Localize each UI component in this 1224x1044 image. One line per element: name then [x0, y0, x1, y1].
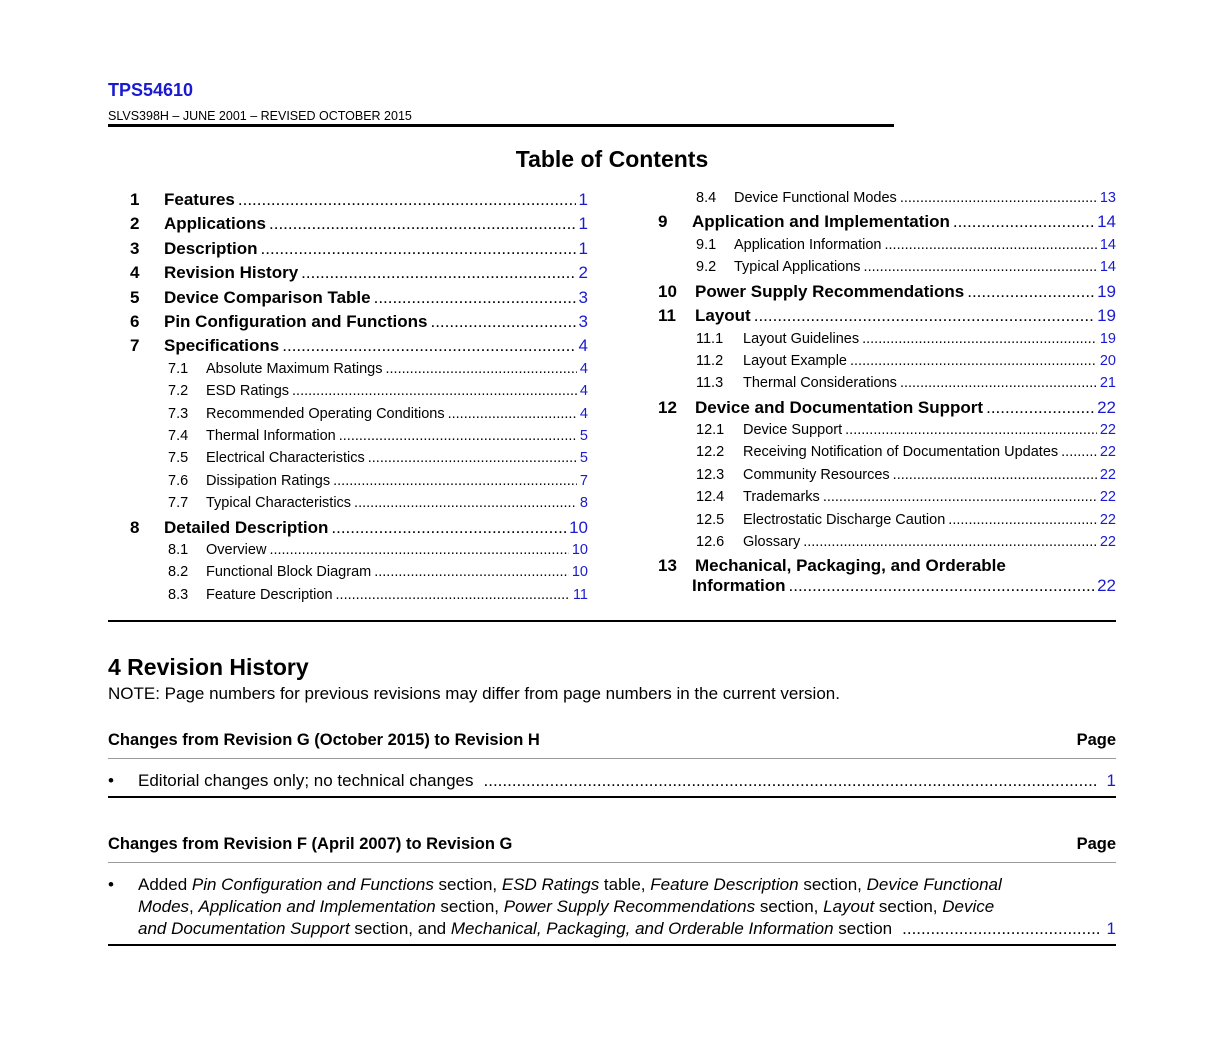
- toc-entry-number: 10: [658, 282, 677, 301]
- toc-entry-label: Layout: [695, 306, 751, 325]
- toc-entry-label: Feature Description: [206, 586, 333, 603]
- toc-entry-label: Application and Implementation: [692, 212, 950, 231]
- toc-entry-page[interactable]: 20: [1099, 353, 1116, 369]
- toc-entry-5[interactable]: [130, 288, 588, 308]
- changes-h-item-page[interactable]: 1: [1106, 771, 1116, 790]
- toc-entry-label: Applications: [164, 214, 267, 234]
- toc-entry-label: Typical Applications: [734, 259, 861, 275]
- italic-text: and Documentation Support: [138, 919, 350, 938]
- toc-entry-13-label-line1[interactable]: Mechanical, Packaging, and Orderable: [695, 556, 1006, 575]
- toc-entry-7[interactable]: [130, 336, 588, 356]
- toc-entry-page[interactable]: 13: [1099, 190, 1116, 206]
- toc-entry-page[interactable]: 22: [1099, 467, 1116, 483]
- toc-leader-dots: [333, 473, 577, 489]
- italic-text: Power Supply Recommendations: [503, 897, 756, 916]
- toc-entry-9[interactable]: [658, 212, 1116, 232]
- toc-entry-number: 7: [130, 336, 140, 356]
- toc-leader-dots: [386, 361, 577, 377]
- toc-entry-label: Thermal Considerations: [743, 375, 897, 391]
- toc-entry-page[interactable]: 1: [578, 214, 588, 234]
- changes-g-item-line3: [138, 919, 1116, 939]
- leader-dots: [484, 771, 1099, 791]
- toc-entry-page[interactable]: 1: [578, 238, 588, 258]
- toc-entry-label: ESD Ratings: [206, 383, 290, 400]
- text: table,: [599, 875, 651, 894]
- toc-leader-dots: [336, 587, 570, 603]
- toc-entry-number: 8.3: [168, 586, 189, 603]
- toc-entry-number: 8.4: [696, 190, 717, 206]
- toc-entry-3[interactable]: [130, 239, 588, 259]
- toc-entry-page[interactable]: 4: [579, 360, 588, 377]
- toc-entry-number: 7.1: [168, 360, 189, 377]
- toc-entry-number: 12.1: [696, 422, 725, 438]
- toc-entry-label: Dissipation Ratings: [206, 472, 331, 489]
- toc-entry-label: Revision History: [164, 263, 299, 283]
- changes-g-page-label: Page: [1076, 835, 1116, 853]
- toc-entry-page[interactable]: 10: [571, 564, 588, 581]
- toc-entry-label: Layout Guidelines: [743, 331, 860, 347]
- toc-entry-number: 6: [130, 312, 140, 331]
- toc-entry-11-3[interactable]: [696, 375, 1116, 393]
- toc-entry-12-4[interactable]: [696, 489, 1116, 507]
- toc-entry-label: Absolute Maximum Ratings: [206, 360, 383, 377]
- italic-text: Application and Implementation: [198, 897, 436, 916]
- toc-entry-page[interactable]: 1: [578, 190, 588, 209]
- toc-leader-dots: [331, 518, 566, 538]
- changes-h-title: Changes from Revision G (October 2015) to Revision H: [108, 731, 540, 749]
- toc-entry-page[interactable]: 14: [1097, 212, 1116, 231]
- toc-leader-dots: [374, 564, 569, 580]
- revision-history-note: NOTE: Page numbers for previous revisions may differ from page numbers in the current version.: [108, 684, 840, 703]
- italic-text: Device: [942, 897, 995, 916]
- toc-entry-9-1[interactable]: [696, 237, 1116, 255]
- toc-leader-dots: [1061, 444, 1097, 460]
- toc-entry-page[interactable]: 14: [1099, 259, 1116, 275]
- toc-entry-number: 11.2: [696, 353, 724, 369]
- toc-entry-12-5[interactable]: [696, 512, 1116, 530]
- toc-entry-13-page[interactable]: 22: [1097, 576, 1116, 595]
- toc-leader-dots: [269, 214, 576, 234]
- toc-entry-7-7[interactable]: [168, 495, 588, 513]
- toc-leader-dots: [354, 495, 577, 511]
- changes-h-bottom-divider: [108, 796, 1116, 798]
- toc-entry-label: Functional Block Diagram: [206, 564, 372, 581]
- toc-entry-number: 12.6: [696, 534, 725, 550]
- changes-h-header: [108, 731, 1116, 750]
- toc-entry-page[interactable]: 19: [1097, 306, 1116, 325]
- toc-entry-page[interactable]: 4: [578, 336, 588, 356]
- toc-leader-dots: [448, 406, 577, 422]
- toc-leader-dots: [864, 259, 1097, 275]
- toc-entry-number: 12.5: [696, 512, 725, 528]
- toc-leader-dots: [862, 331, 1097, 347]
- toc-entry-11-2[interactable]: [696, 353, 1116, 371]
- toc-leader-dots: [238, 190, 576, 210]
- toc-entry-number: 1: [130, 190, 140, 209]
- toc-entry-number: 12: [658, 398, 677, 417]
- toc-entry-10[interactable]: [658, 282, 1116, 302]
- text: section: [833, 919, 893, 938]
- toc-entry-label: Power Supply Recommendations: [695, 282, 965, 301]
- toc-entry-8-3[interactable]: [168, 587, 588, 605]
- toc-entry-7-3[interactable]: [168, 406, 588, 424]
- toc-entry-12[interactable]: [658, 398, 1116, 418]
- text: section,: [874, 897, 943, 916]
- toc-entry-number: 9: [658, 212, 668, 231]
- toc-leader-dots: [967, 282, 1094, 302]
- toc-entry-label: Electrostatic Discharge Caution: [743, 512, 946, 528]
- toc-bottom-divider: [108, 620, 1116, 622]
- toc-entry-label: Device Functional Modes: [734, 190, 897, 206]
- toc-entry-1[interactable]: [130, 190, 588, 210]
- text: section,: [433, 875, 502, 894]
- toc-entry-label: Application Information: [734, 237, 882, 253]
- toc-leader-dots: [339, 428, 577, 444]
- toc-entry-12-2[interactable]: [696, 444, 1116, 462]
- italic-text: Device Functional: [866, 875, 1002, 894]
- toc-entry-label: Features: [164, 190, 235, 209]
- toc-entry-page[interactable]: 8: [579, 495, 588, 512]
- toc-entry-page[interactable]: 4: [579, 405, 588, 422]
- toc-entry-page[interactable]: 14: [1099, 237, 1116, 253]
- toc-entry-number: 12.3: [696, 467, 725, 483]
- toc-entry-7-2[interactable]: [168, 383, 588, 401]
- toc-leader-dots: [754, 306, 1094, 326]
- changes-g-header-divider: [108, 862, 1116, 863]
- toc-entry-page[interactable]: 10: [571, 542, 588, 558]
- toc-entry-page[interactable]: 10: [569, 517, 588, 537]
- toc-leader-dots: [885, 237, 1097, 253]
- toc-entry-page[interactable]: 5: [579, 450, 588, 467]
- header-divider: [108, 124, 894, 127]
- toc-entry-label: Device Comparison Table: [164, 287, 371, 307]
- toc-entry-page[interactable]: 3: [578, 287, 588, 307]
- toc-entry-number: 11.1: [696, 331, 724, 347]
- toc-entry-page[interactable]: 4: [579, 383, 588, 400]
- toc-entry-page[interactable]: 22: [1099, 534, 1116, 550]
- changes-g-item-line1: [138, 875, 1002, 895]
- toc-entry-8-2[interactable]: [168, 564, 588, 582]
- toc-entry-number: 8.1: [168, 542, 189, 558]
- toc-leader-dots: [789, 576, 1095, 596]
- changes-g-item-page[interactable]: 1: [1106, 919, 1116, 938]
- toc-entry-label: Device and Documentation Support: [695, 398, 984, 417]
- toc-entry-11[interactable]: [658, 306, 1116, 326]
- toc-entry-page[interactable]: 2: [578, 263, 588, 283]
- toc-entry-6[interactable]: [130, 312, 588, 332]
- toc-leader-dots: [948, 512, 1097, 528]
- toc-leader-dots: [953, 212, 1094, 232]
- toc-entry-number: 12.4: [696, 489, 725, 505]
- toc-leader-dots: [261, 239, 576, 259]
- italic-text: Pin Configuration and Functions: [191, 875, 434, 894]
- toc-entry-page[interactable]: 11: [572, 586, 588, 603]
- toc-entry-page[interactable]: 22: [1099, 422, 1116, 438]
- italic-text: Layout: [823, 897, 875, 916]
- text: Added: [138, 875, 192, 894]
- toc-entry-page[interactable]: 21: [1099, 375, 1116, 391]
- toc-entry-number: 2: [130, 214, 140, 234]
- toc-entry-label: Recommended Operating Conditions: [206, 405, 445, 422]
- toc-entry-7-5[interactable]: [168, 450, 588, 468]
- toc-entry-number: 8: [130, 517, 140, 537]
- leader-dots: [902, 919, 1098, 939]
- toc-title: Table of Contents: [515, 146, 709, 172]
- toc-entry-number: 12.2: [696, 444, 725, 460]
- changes-h-item: [138, 771, 1116, 791]
- changes-h-header-divider: [108, 758, 1116, 759]
- italic-text: Modes: [138, 897, 190, 916]
- toc-entry-label: Detailed Description: [164, 517, 329, 537]
- toc-entry-label: Layout Example: [743, 353, 847, 369]
- toc-entry-label: Community Resources: [743, 467, 890, 483]
- changes-g-item-line2: [138, 897, 994, 917]
- toc-entry-page[interactable]: 22: [1099, 444, 1116, 460]
- toc-leader-dots: [986, 398, 1094, 418]
- toc-entry-label: Receiving Notification of Documentation Updates: [743, 444, 1059, 460]
- toc-entry-label: Typical Characteristics: [206, 495, 352, 512]
- toc-entry-number: 7.5: [168, 450, 189, 467]
- toc-leader-dots: [845, 422, 1097, 438]
- toc-leader-dots: [893, 467, 1097, 483]
- toc-leader-dots: [850, 353, 1097, 369]
- toc-entry-label: Specifications: [164, 336, 280, 356]
- text: section,: [798, 875, 867, 894]
- toc-entry-7-6[interactable]: [168, 473, 588, 491]
- toc-leader-dots: [430, 312, 575, 332]
- toc-entry-13-label-line2: Information: [692, 576, 786, 595]
- text: section, and: [349, 919, 451, 938]
- toc-entry-label: Thermal Information: [206, 428, 336, 444]
- changes-g-title: Changes from Revision F (April 2007) to Revision G: [108, 835, 513, 853]
- toc-entry-page[interactable]: 5: [579, 428, 588, 444]
- toc-entry-9-2[interactable]: [696, 259, 1116, 277]
- part-number: TPS54610: [108, 80, 194, 100]
- toc-entry-13[interactable]: [692, 576, 1116, 596]
- toc-entry-page[interactable]: 22: [1097, 398, 1116, 417]
- changes-h-item-text: Editorial changes only; no technical changes: [138, 771, 474, 790]
- toc-entry-page[interactable]: 3: [578, 312, 588, 331]
- toc-entry-number: 11: [658, 306, 676, 325]
- toc-entry-page[interactable]: 22: [1099, 512, 1116, 528]
- toc-leader-dots: [900, 190, 1097, 206]
- toc-entry-label: Device Support: [743, 422, 843, 438]
- toc-leader-dots: [368, 450, 577, 466]
- toc-entry-number: 9.1: [696, 237, 717, 253]
- toc-entry-8-4[interactable]: [696, 190, 1116, 208]
- changes-h-page-label: Page: [1076, 731, 1116, 749]
- toc-entry-page[interactable]: 19: [1097, 282, 1116, 301]
- toc-entry-4[interactable]: [130, 263, 588, 283]
- toc-entry-13-number: 13: [658, 556, 677, 575]
- italic-text: Feature Description: [650, 875, 799, 894]
- toc-entry-number: 3: [130, 238, 140, 258]
- toc-entry-7-1[interactable]: [168, 361, 588, 379]
- toc-entry-11-1[interactable]: [696, 331, 1116, 349]
- toc-leader-dots: [803, 534, 1097, 550]
- text: section,: [755, 897, 824, 916]
- revision-history-heading: 4 Revision History: [108, 654, 309, 680]
- toc-entry-label: Description: [164, 238, 258, 258]
- toc-entry-page[interactable]: 7: [579, 472, 588, 489]
- toc-entry-page[interactable]: 22: [1099, 489, 1116, 505]
- bullet: •: [108, 875, 114, 894]
- toc-leader-dots: [823, 489, 1097, 505]
- toc-entry-label: Overview: [206, 542, 267, 558]
- toc-entry-number: 7.6: [168, 472, 189, 489]
- toc-entry-number: 7.2: [168, 383, 189, 400]
- toc-leader-dots: [282, 336, 575, 356]
- bullet: •: [108, 771, 114, 790]
- toc-entry-12-6[interactable]: [696, 534, 1116, 552]
- changes-g-line3-text: [138, 919, 892, 939]
- toc-entry-label: Trademarks: [743, 489, 820, 505]
- toc-entry-8-1[interactable]: [168, 542, 588, 560]
- toc-leader-dots: [269, 542, 568, 558]
- toc-entry-number: 4: [130, 263, 140, 283]
- document-revision-line: SLVS398H – JUNE 2001 – REVISED OCTOBER 2015: [108, 109, 412, 123]
- toc-entry-number: 8.2: [168, 564, 189, 581]
- toc-entry-page[interactable]: 19: [1099, 331, 1116, 347]
- italic-text: Mechanical, Packaging, and Orderable Information: [450, 919, 834, 938]
- toc-leader-dots: [292, 383, 577, 399]
- toc-entry-number: 5: [130, 287, 140, 307]
- changes-g-bottom-divider: [108, 944, 1116, 946]
- toc-entry-number: 11.3: [696, 375, 724, 391]
- changes-g-header: [108, 835, 1116, 854]
- toc-entry-12-1[interactable]: [696, 422, 1116, 440]
- toc-entry-number: 7.4: [168, 428, 189, 444]
- toc-entry-label: Glossary: [743, 534, 801, 550]
- toc-entry-number: 7.7: [168, 495, 189, 512]
- toc-entry-number: 9.2: [696, 259, 717, 275]
- toc-entry-12-3[interactable]: [696, 467, 1116, 485]
- toc-entry-label: Electrical Characteristics: [206, 450, 365, 467]
- toc-entry-8[interactable]: [130, 518, 588, 538]
- toc-leader-dots: [900, 375, 1097, 391]
- toc-entry-7-4[interactable]: [168, 428, 588, 446]
- toc-entry-2[interactable]: [130, 214, 588, 234]
- text: ,: [189, 897, 199, 916]
- italic-text: ESD Ratings: [501, 875, 600, 894]
- toc-leader-dots: [301, 263, 575, 283]
- toc-entry-label: Pin Configuration and Functions: [164, 312, 428, 331]
- toc-leader-dots: [374, 288, 576, 308]
- toc-entry-number: 7.3: [168, 405, 189, 422]
- text: section,: [435, 897, 504, 916]
